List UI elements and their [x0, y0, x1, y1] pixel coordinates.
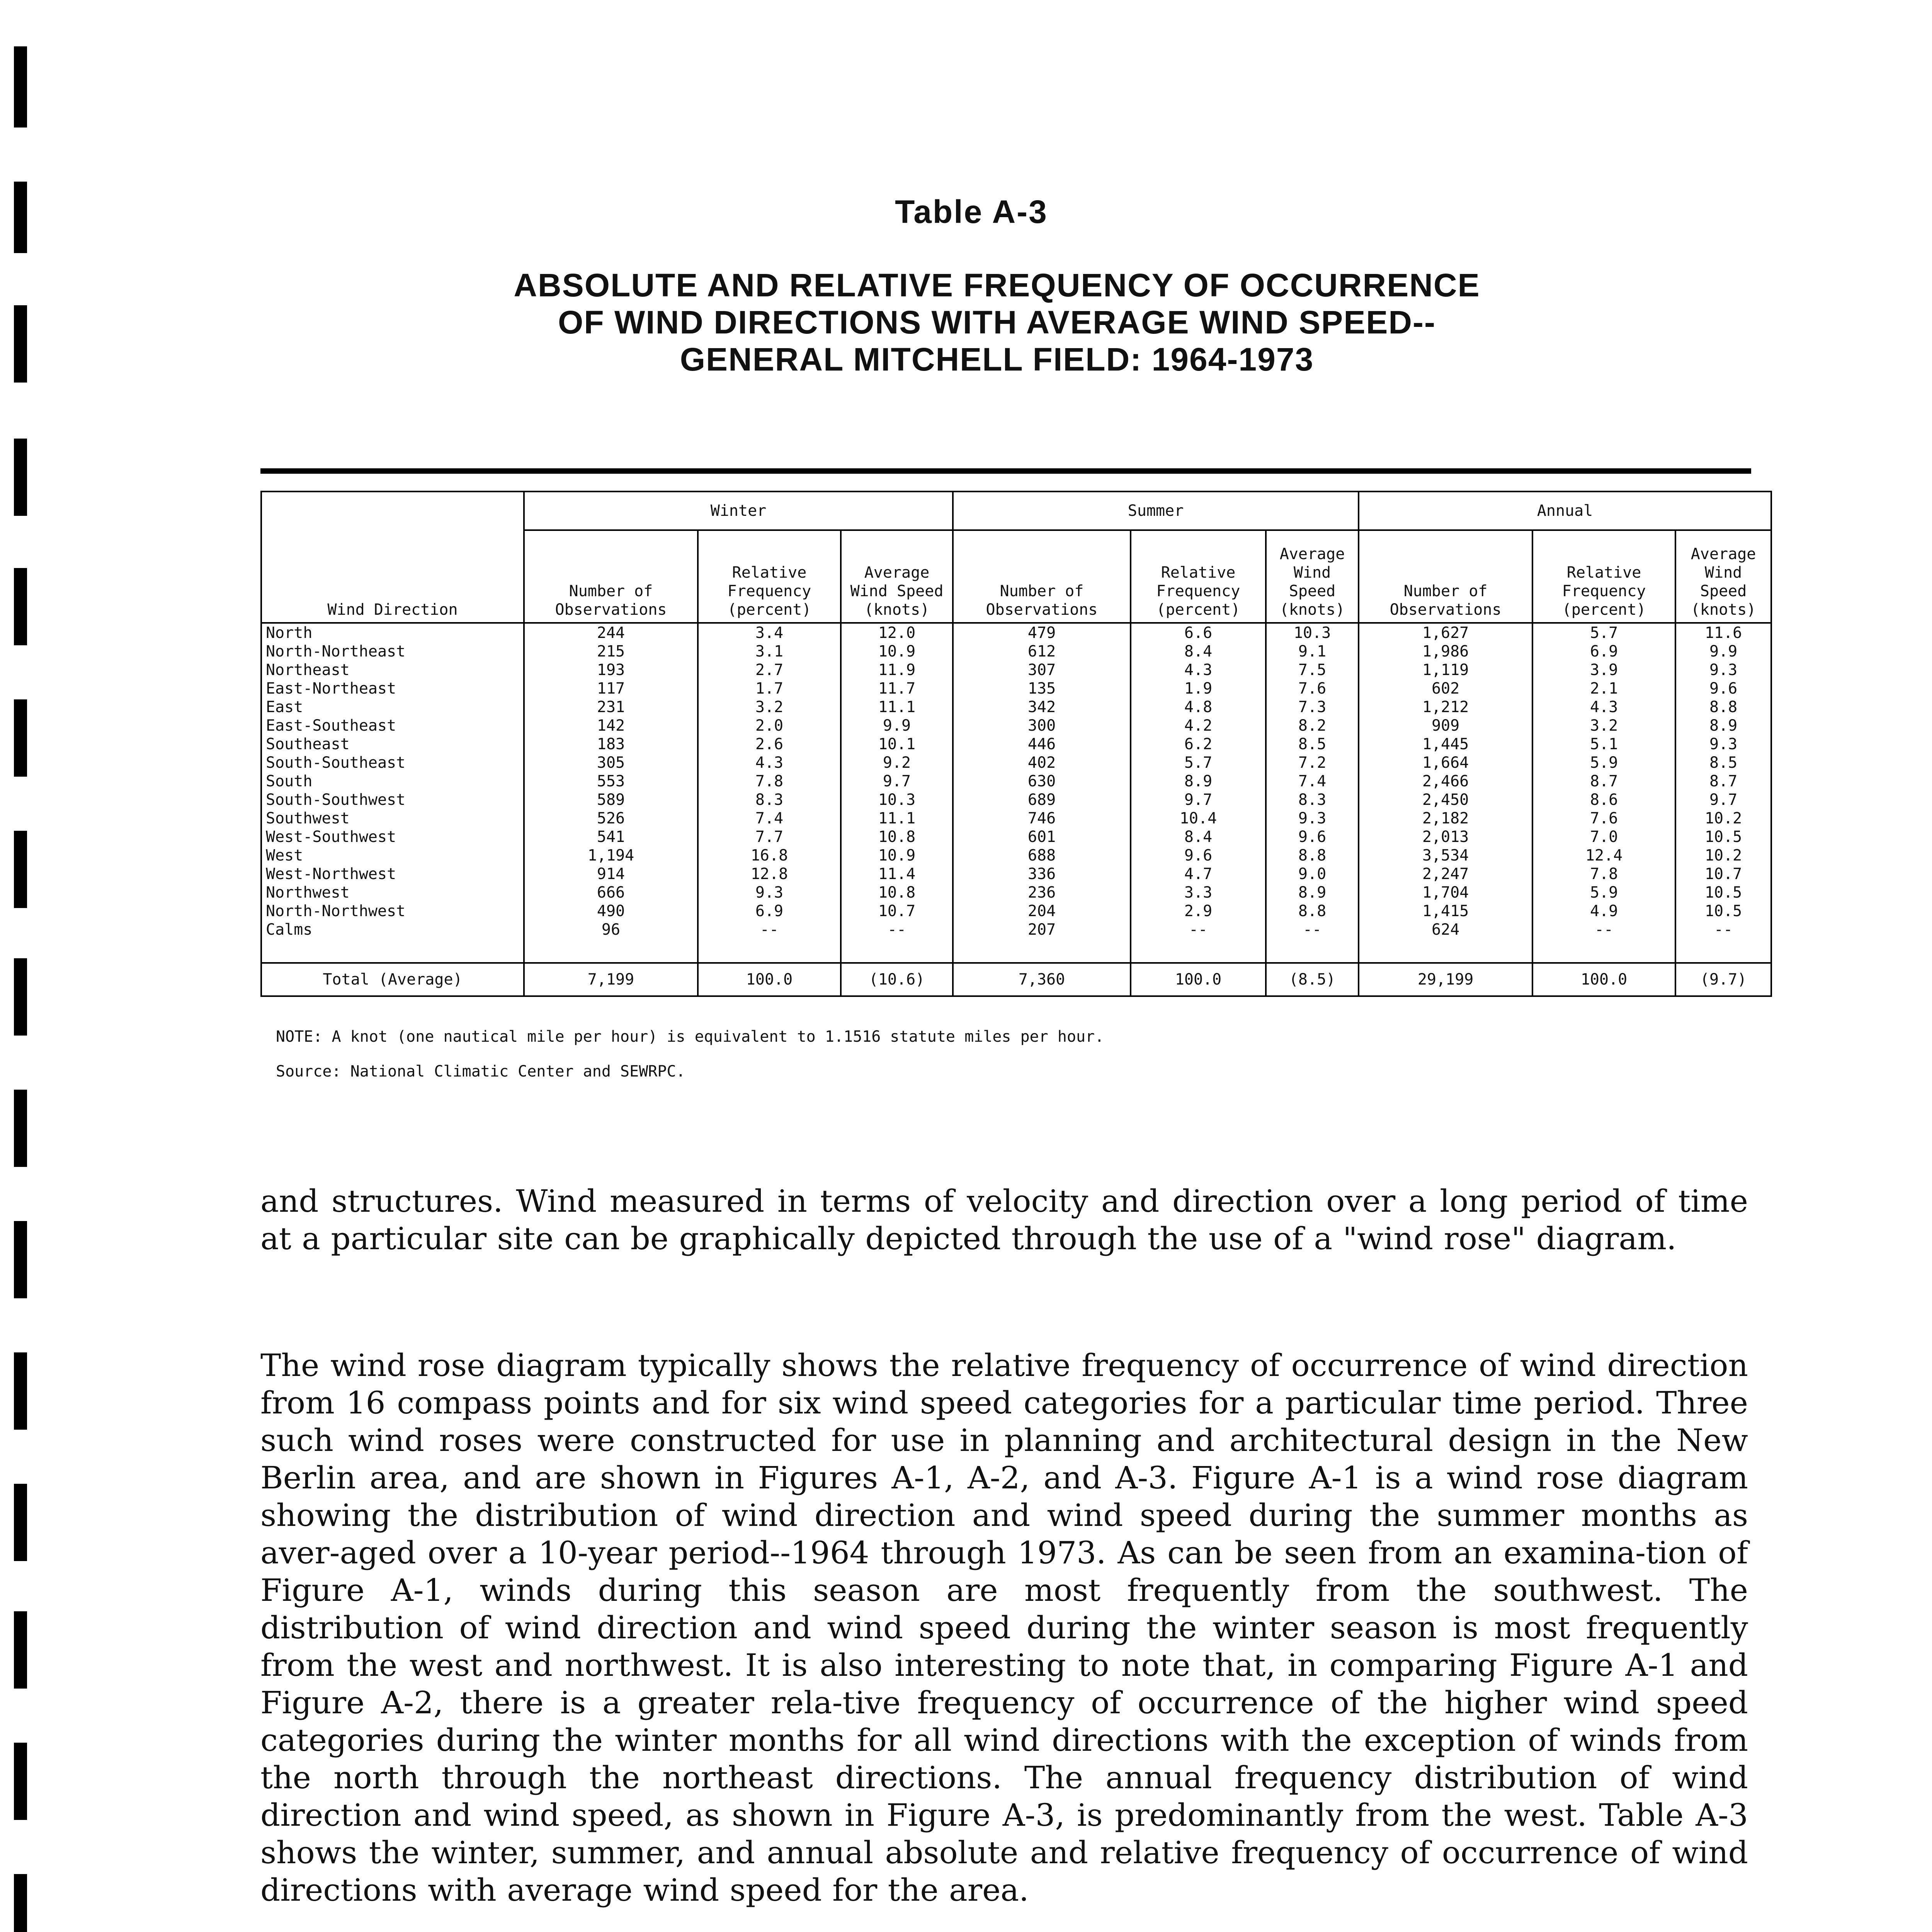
table-cell: 236 — [1027, 884, 1056, 901]
table-cell: 9.6 — [1184, 847, 1213, 864]
table-cell: 909 — [1431, 717, 1460, 735]
table-cell: 553 — [597, 772, 625, 790]
table-cell: 2,466 — [1422, 772, 1469, 790]
table-cell: 7.3 — [1298, 698, 1327, 716]
table-cell: 6.2 — [1184, 735, 1213, 753]
table-cell: 10.7 — [1704, 865, 1742, 883]
table-cell: 9.3 — [1709, 735, 1738, 753]
table-cell: 9.0 — [1298, 865, 1327, 883]
table-source: Source: National Climatic Center and SEWRPC. — [276, 1063, 685, 1080]
table-cell: 8.5 — [1298, 735, 1327, 753]
table-cell: 1,627 — [1422, 624, 1469, 642]
binding-mark — [14, 439, 27, 516]
table-cell: Northwest — [266, 884, 350, 901]
table-cell: West-Southwest — [266, 828, 396, 846]
table-cell: 135 — [1027, 680, 1056, 697]
table-cell: 1,704 — [1422, 884, 1469, 901]
table-cell: 914 — [597, 865, 625, 883]
total-winter-obs: 7,199 — [524, 963, 698, 996]
header-winter-obs: Number of Observations — [524, 530, 698, 623]
table-cell: 8.9 — [1709, 717, 1738, 735]
table-cell: 8.4 — [1184, 643, 1213, 660]
table-cell: 490 — [597, 902, 625, 920]
total-summer-obs: 7,360 — [953, 963, 1131, 996]
table-cell: 10.3 — [1293, 624, 1331, 642]
table-cell: -- — [1189, 921, 1208, 939]
table-cell: 4.7 — [1184, 865, 1213, 883]
table-cell: Calms — [266, 921, 313, 939]
table-title — [425, 267, 1569, 378]
table-cell: 6.9 — [755, 902, 784, 920]
table-cell: 541 — [597, 828, 625, 846]
column-winter-obs — [524, 623, 698, 963]
table-cell: 10.4 — [1179, 810, 1217, 827]
header-group-annual: Annual — [1359, 492, 1771, 530]
table-cell: 1,119 — [1422, 661, 1469, 679]
table-cell: 9.2 — [883, 754, 911, 772]
table-cell: 10.5 — [1704, 828, 1742, 846]
table-cell: 612 — [1027, 643, 1056, 660]
table-cell: 3.2 — [1590, 717, 1618, 735]
table-cell: 9.3 — [1298, 810, 1327, 827]
table-cell: 9.1 — [1298, 643, 1327, 660]
title-line: GENERAL MITCHELL FIELD: 1964-1973 — [680, 341, 1314, 378]
table-cell: 8.4 — [1184, 828, 1213, 846]
table-cell: 11.4 — [878, 865, 916, 883]
table-cell: 1,986 — [1422, 643, 1469, 660]
table-cell: 4.3 — [1590, 698, 1618, 716]
table-cell: 3,534 — [1422, 847, 1469, 864]
table-cell: 2,247 — [1422, 865, 1469, 883]
title-line: ABSOLUTE AND RELATIVE FREQUENCY OF OCCURRENCE — [514, 267, 1480, 303]
table-cell: 2,450 — [1422, 791, 1469, 809]
table-cell: East — [266, 698, 303, 716]
header-summer-speed: Average Wind Speed (knots) — [1266, 530, 1359, 623]
table-cell: 4.2 — [1184, 717, 1213, 735]
table-cell: 526 — [597, 810, 625, 827]
table-cell: 8.8 — [1298, 847, 1327, 864]
table-cell: 689 — [1027, 791, 1056, 809]
table-cell: 9.3 — [1709, 661, 1738, 679]
table-cell: 402 — [1027, 754, 1056, 772]
table-cell: South — [266, 772, 313, 790]
header-summer-obs: Number of Observations — [953, 530, 1131, 623]
table-cell: -- — [1714, 921, 1733, 939]
table-cell: 8.7 — [1590, 772, 1618, 790]
table-cell: 142 — [597, 717, 625, 735]
table-cell: 5.9 — [1590, 754, 1618, 772]
header-annual-speed: Average Wind Speed (knots) — [1675, 530, 1771, 623]
table-cell: 1,664 — [1422, 754, 1469, 772]
total-annual-freq: 100.0 — [1532, 963, 1675, 996]
binding-mark — [14, 1352, 27, 1430]
table-cell: 10.2 — [1704, 810, 1742, 827]
table-cell: 11.1 — [878, 810, 916, 827]
header-winter-speed: Average Wind Speed (knots) — [841, 530, 953, 623]
table-cell: 10.7 — [878, 902, 916, 920]
table-cell: Southwest — [266, 810, 350, 827]
binding-mark — [14, 699, 27, 777]
table-cell: 7.0 — [1590, 828, 1618, 846]
table-cell: Northeast — [266, 661, 350, 679]
column-summer-obs — [953, 623, 1131, 963]
column-annual-freq — [1532, 623, 1675, 963]
table-cell: 1,212 — [1422, 698, 1469, 716]
binding-mark — [14, 568, 27, 645]
table-cell: 8.9 — [1184, 772, 1213, 790]
table-cell: 12.0 — [878, 624, 916, 642]
table-cell: 3.4 — [755, 624, 784, 642]
table-cell: 2.1 — [1590, 680, 1618, 697]
table-cell: 5.7 — [1590, 624, 1618, 642]
table-cell: 7.8 — [755, 772, 784, 790]
table-cell: 244 — [597, 624, 625, 642]
binding-mark — [14, 1221, 27, 1298]
table-cell: 12.4 — [1585, 847, 1623, 864]
table-cell: 601 — [1027, 828, 1056, 846]
table-cell: 2.6 — [755, 735, 784, 753]
total-annual-speed: (9.7) — [1675, 963, 1771, 996]
table-cell: -- — [887, 921, 906, 939]
table-cell: 6.9 — [1590, 643, 1618, 660]
table-cell: 8.2 — [1298, 717, 1327, 735]
table-cell: 1,445 — [1422, 735, 1469, 753]
table-cell: 6.6 — [1184, 624, 1213, 642]
table-cell: 666 — [597, 884, 625, 901]
table-cell: 602 — [1431, 680, 1460, 697]
table-cell: 8.5 — [1709, 754, 1738, 772]
total-summer-freq: 100.0 — [1131, 963, 1266, 996]
header-summer-freq: Relative Frequency (percent) — [1131, 530, 1266, 623]
wind-frequency-table — [260, 491, 1772, 997]
table-cell: 3.9 — [1590, 661, 1618, 679]
table-cell: 11.9 — [878, 661, 916, 679]
table-cell: 3.3 — [1184, 884, 1213, 901]
total-winter-speed: (10.6) — [841, 963, 953, 996]
table-cell: 9.6 — [1298, 828, 1327, 846]
table-cell: 688 — [1027, 847, 1056, 864]
table-cell: North — [266, 624, 313, 642]
table-cell: 1.9 — [1184, 680, 1213, 697]
table-cell: South-Southeast — [266, 754, 406, 772]
table-cell: 7.8 — [1590, 865, 1618, 883]
binding-mark — [14, 1874, 27, 1932]
table-cell: 117 — [597, 680, 625, 697]
table-cell: 7.2 — [1298, 754, 1327, 772]
table-cell: 10.8 — [878, 828, 916, 846]
table-cell: 446 — [1027, 735, 1056, 753]
column-directions — [261, 623, 524, 963]
table-cell: East-Southeast — [266, 717, 396, 735]
table-cell: 5.9 — [1590, 884, 1618, 901]
binding-mark — [14, 46, 27, 128]
binding-mark — [14, 305, 27, 383]
table-cell: 10.3 — [878, 791, 916, 809]
table-cell: 746 — [1027, 810, 1056, 827]
table-cell: 8.9 — [1298, 884, 1327, 901]
header-annual-freq: Relative Frequency (percent) — [1532, 530, 1675, 623]
table-cell: North-Northeast — [266, 643, 406, 660]
table-cell: 1.7 — [755, 680, 784, 697]
table-cell: 9.3 — [755, 884, 784, 901]
header-group-summer: Summer — [953, 492, 1359, 530]
table-cell: 4.3 — [755, 754, 784, 772]
table-cell: 4.8 — [1184, 698, 1213, 716]
table-cell: 1,194 — [587, 847, 634, 864]
table-cell: 207 — [1027, 921, 1056, 939]
table-cell: 9.9 — [883, 717, 911, 735]
table-top-rule — [260, 468, 1751, 474]
table-cell: 204 — [1027, 902, 1056, 920]
total-winter-freq: 100.0 — [698, 963, 841, 996]
table-cell: 8.6 — [1590, 791, 1618, 809]
table-cell: 2,182 — [1422, 810, 1469, 827]
table-cell: 7.4 — [1298, 772, 1327, 790]
table-cell: 215 — [597, 643, 625, 660]
table-cell: 3.1 — [755, 643, 784, 660]
table-cell: -- — [1594, 921, 1614, 939]
table-cell: 479 — [1027, 624, 1056, 642]
table-cell: 4.9 — [1590, 902, 1618, 920]
table-cell: 624 — [1431, 921, 1460, 939]
table-cell: 589 — [597, 791, 625, 809]
table-cell: 630 — [1027, 772, 1056, 790]
binding-mark — [14, 831, 27, 908]
table-cell: 8.8 — [1709, 698, 1738, 716]
table-cell: 11.1 — [878, 698, 916, 716]
table-cell: 10.9 — [878, 643, 916, 660]
table-cell: 10.1 — [878, 735, 916, 753]
header-winter-freq: Relative Frequency (percent) — [698, 530, 841, 623]
table-cell: 3.2 — [755, 698, 784, 716]
total-label: Total (Average) — [261, 963, 524, 996]
table-cell: 9.9 — [1709, 643, 1738, 660]
table-cell: Southeast — [266, 735, 350, 753]
paragraph: and structures. Wind measured in terms of velocity and direction over a long period of time at a particular site can be graphically depicted through the use of a "wind rose" diagram. — [260, 1183, 1748, 1257]
table-cell: 8.8 — [1298, 902, 1327, 920]
binding-mark — [14, 958, 27, 1036]
table-cell: 7.4 — [755, 810, 784, 827]
table-cell: 300 — [1027, 717, 1056, 735]
table-cell: 231 — [597, 698, 625, 716]
table-cell: 305 — [597, 754, 625, 772]
table-note: NOTE: A knot (one nautical mile per hour) is equivalent to 1.1516 statute miles per hour. — [276, 1028, 1104, 1046]
binding-mark — [14, 1090, 27, 1167]
table-cell: 7.6 — [1590, 810, 1618, 827]
table-cell: 7.7 — [755, 828, 784, 846]
table-cell: 12.8 — [750, 865, 788, 883]
table-cell: 342 — [1027, 698, 1056, 716]
binding-mark — [14, 1743, 27, 1820]
table-cell: 10.2 — [1704, 847, 1742, 864]
table-cell: 8.3 — [755, 791, 784, 809]
table-cell: 7.6 — [1298, 680, 1327, 697]
table-cell: 5.7 — [1184, 754, 1213, 772]
header-wind-direction: Wind Direction — [261, 492, 524, 623]
column-summer-speed — [1266, 623, 1359, 963]
table-cell: 2.7 — [755, 661, 784, 679]
table-cell: 2,013 — [1422, 828, 1469, 846]
table-cell: 10.5 — [1704, 902, 1742, 920]
table-cell: 5.1 — [1590, 735, 1618, 753]
table-cell: 8.7 — [1709, 772, 1738, 790]
table-label: Table A-3 — [895, 194, 1048, 230]
column-annual-obs — [1359, 623, 1532, 963]
column-winter-speed — [841, 623, 953, 963]
table-cell: 9.7 — [1709, 791, 1738, 809]
table-cell: 2.0 — [755, 717, 784, 735]
binding-mark — [14, 1611, 27, 1689]
table-cell: 9.7 — [883, 772, 911, 790]
binding-mark — [14, 1484, 27, 1561]
table-cell: 307 — [1027, 661, 1056, 679]
table-cell: East-Northeast — [266, 680, 396, 697]
table-cell: 9.6 — [1709, 680, 1738, 697]
table-cell: 1,415 — [1422, 902, 1469, 920]
table-cell: 336 — [1027, 865, 1056, 883]
total-annual-obs: 29,199 — [1359, 963, 1532, 996]
table-cell: 8.3 — [1298, 791, 1327, 809]
table-cell: 183 — [597, 735, 625, 753]
table-cell: 193 — [597, 661, 625, 679]
table-cell: 16.8 — [750, 847, 788, 864]
column-winter-freq — [698, 623, 841, 963]
column-summer-freq — [1131, 623, 1266, 963]
table-cell: -- — [760, 921, 779, 939]
table-cell: West — [266, 847, 303, 864]
column-annual-speed — [1675, 623, 1771, 963]
paragraph: The wind rose diagram typically shows the relative frequency of occurrence of wind direction from 16 compass points and for six wind speed categories for a particular time period. Three such wind roses were constructed for use in planning and architectural design in the New Berlin area, and are shown in Figures A-1, A-2, and A-3. Figure A-1 is a wind rose diagram showing the distribution of wind direction and wind speed during the summer months as aver-aged over a 10-year period--1964 through 1973. As can be seen from an examina-tion of Figure A-1, winds during this season are most frequently from the southwest. The distribution of wind direction and wind speed during the winter season is most frequently from the west and northwest. It is also interesting to note that, in comparing Figure A-1 and Figure A-2, there is a greater rela-tive frequency of occurrence of the higher wind speed categories during the winter months for all wind directions with the exception of winds from the north through the northeast directions. The annual frequency distribution of wind direction and wind speed, as shown in Figure A-3, is predominantly from the west. Table A-3 shows the winter, summer, and annual absolute and relative frequency of occurrence of wind directions with average wind speed for the area. — [260, 1347, 1748, 1908]
table-cell: 10.5 — [1704, 884, 1742, 901]
table-cell: 96 — [601, 921, 621, 939]
table-cell: 11.6 — [1704, 624, 1742, 642]
table-cell: 10.9 — [878, 847, 916, 864]
title-line: OF WIND DIRECTIONS WITH AVERAGE WIND SPEED-- — [558, 304, 1436, 340]
total-summer-speed: (8.5) — [1266, 963, 1359, 996]
table-cell: 10.8 — [878, 884, 916, 901]
header-group-winter: Winter — [524, 492, 953, 530]
header-annual-obs: Number of Observations — [1359, 530, 1532, 623]
table-cell: 7.5 — [1298, 661, 1327, 679]
table-cell: West-Northwest — [266, 865, 396, 883]
table-cell: North-Northwest — [266, 902, 406, 920]
table-cell: -- — [1303, 921, 1322, 939]
table-cell: South-Southwest — [266, 791, 406, 809]
table-cell: 2.9 — [1184, 902, 1213, 920]
table-cell: 9.7 — [1184, 791, 1213, 809]
table-cell: 4.3 — [1184, 661, 1213, 679]
table-cell: 11.7 — [878, 680, 916, 697]
